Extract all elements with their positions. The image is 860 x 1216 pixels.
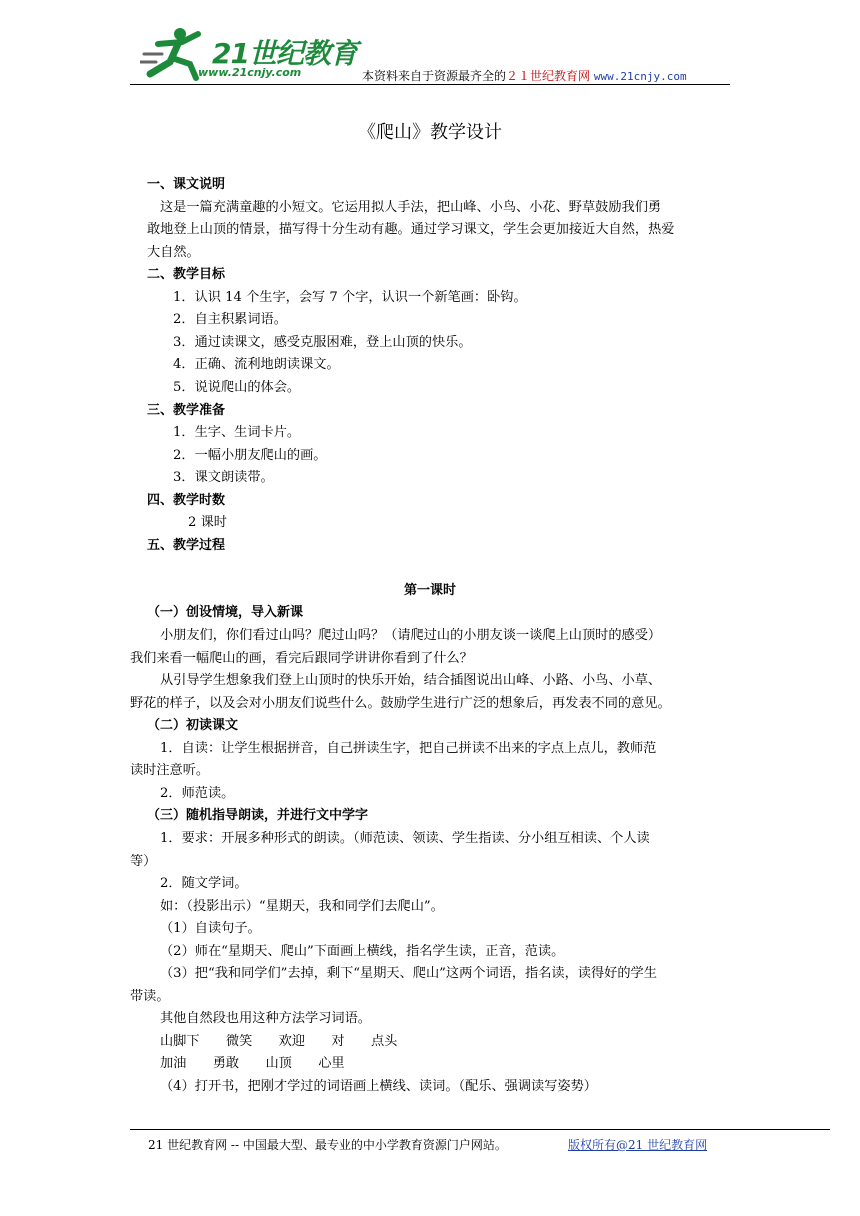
body-text-line: （1）自读句子。 xyxy=(160,921,261,937)
body-text-line: 2．师范读。 xyxy=(160,785,235,801)
body-text-line: 5．说说爬山的体会。 xyxy=(173,379,301,395)
body-text-line: 从引导学生想象我们登上山顶时的快乐开始，结合插图说出山峰、小路、小鸟、小草、 xyxy=(160,673,662,689)
body-text-line: 1．认识 14 个生字，会写 7 个字，认识一个新笔画：卧钩。 xyxy=(173,289,527,305)
body-text-line: 1．要求：开展多种形式的朗读。（师范读、领读、学生指读、分小组互相读、个人读 xyxy=(160,830,650,846)
header-note-url[interactable]: www.21cnjy.com xyxy=(593,70,687,83)
header-note xyxy=(362,67,687,84)
section-heading: 二、教学目标 xyxy=(147,267,226,283)
section-heading: （一）创设情境，导入新课 xyxy=(147,605,304,621)
body-text-line: 大自然。 xyxy=(147,244,200,260)
page-title: 《爬山》教学设计 xyxy=(358,122,502,143)
lesson-heading: 第一课时 xyxy=(403,582,456,598)
body-text-line: 这是一篇充满童趣的小短文。它运用拟人手法，把山峰、小鸟、小花、野草鼓励我们勇 xyxy=(160,199,662,215)
body-text-line: 2．一幅小朋友爬山的画。 xyxy=(173,447,327,463)
body-text-line: 3．通过读课文，感受克服困难，登上山顶的快乐。 xyxy=(173,334,472,350)
logo-url: www.21cnjy.com xyxy=(198,66,302,79)
body-text-line: 2．自主积累词语。 xyxy=(173,312,287,328)
logo-text: 21世纪教育 xyxy=(212,37,357,70)
body-text-line: （4）打开书，把刚才学过的词语画上横线、读词。（配乐、强调读写姿势） xyxy=(160,1079,597,1094)
body-text-line: 等） xyxy=(130,853,157,869)
header-divider xyxy=(130,84,730,85)
section-heading: 五、教学过程 xyxy=(147,537,226,553)
body-text-line: 加油 勇敢 山顶 心里 xyxy=(160,1056,345,1072)
section-heading: 四、教学时数 xyxy=(147,492,226,508)
body-text-line: （3）把“我和同学们”去掉，剩下“星期天、爬山”这两个词语，指名读，读得好的学生 xyxy=(160,966,657,982)
body-text-line: 3．课文朗读带。 xyxy=(173,470,274,486)
body-text-line: （2）师在“星期天、爬山”下面画上横线，指名学生读，正音，范读。 xyxy=(160,943,565,959)
site-logo xyxy=(140,24,357,82)
body-text-line: 山脚下 微笑 欢迎 对 点头 xyxy=(160,1033,398,1049)
footer-divider xyxy=(130,1129,830,1130)
body-text-line: 敢地登上山顶的情景，描写得十分生动有趣。通过学习课文，学生会更加接近大自然，热爱 xyxy=(147,222,675,238)
body-text-line: 野花的样子，以及会对小朋友们说些什么。鼓励学生进行广泛的想象后，再发表不同的意见。 xyxy=(130,695,671,711)
body-text-line: 2 课时 xyxy=(188,515,227,531)
section-heading: （三）随机指导朗读，并进行文中学字 xyxy=(147,808,369,824)
body-text-line: 1．自读：让学生根据拼音，自己拼读生字，把自己拼读不出来的字点上点儿，教师范 xyxy=(160,740,657,756)
body-text-line: 如：（投影出示）“星期天，我和同学们去爬山”。 xyxy=(160,898,444,914)
section-heading: 三、教学准备 xyxy=(147,402,226,418)
body-text-line: 2．随文学词。 xyxy=(160,876,248,892)
header-note-prefix: 本资料来自于资源最齐全的 xyxy=(362,69,507,83)
body-text-line: 1．生字、生词卡片。 xyxy=(173,425,301,441)
body-text-line: 小朋友们，你们看过山吗？爬过山吗？（请爬过山的小朋友谈一谈爬上山顶时的感受） xyxy=(160,628,662,643)
body-text-line: 读时注意听。 xyxy=(130,763,210,779)
footer-left-text: 21 世纪教育网 -- 中国最大型、最专业的中小学教育资源门户网站。 xyxy=(148,1138,507,1152)
body-text-line: 带读。 xyxy=(130,988,170,1004)
section-heading: （二）初读课文 xyxy=(147,718,239,734)
body-text-line: 4．正确、流利地朗读课文。 xyxy=(173,357,340,373)
body-text-line: 我们来看一幅爬山的画，看完后跟同学讲讲你看到了什么？ xyxy=(130,650,473,666)
header-note-site[interactable]: ２１世纪教育网 xyxy=(506,69,591,83)
body-text-line: 其他自然段也用这种方法学习词语。 xyxy=(160,1011,371,1027)
footer-copyright-link[interactable]: 版权所有@21 世纪教育网 xyxy=(568,1138,708,1152)
section-heading: 一、课文说明 xyxy=(147,177,226,192)
